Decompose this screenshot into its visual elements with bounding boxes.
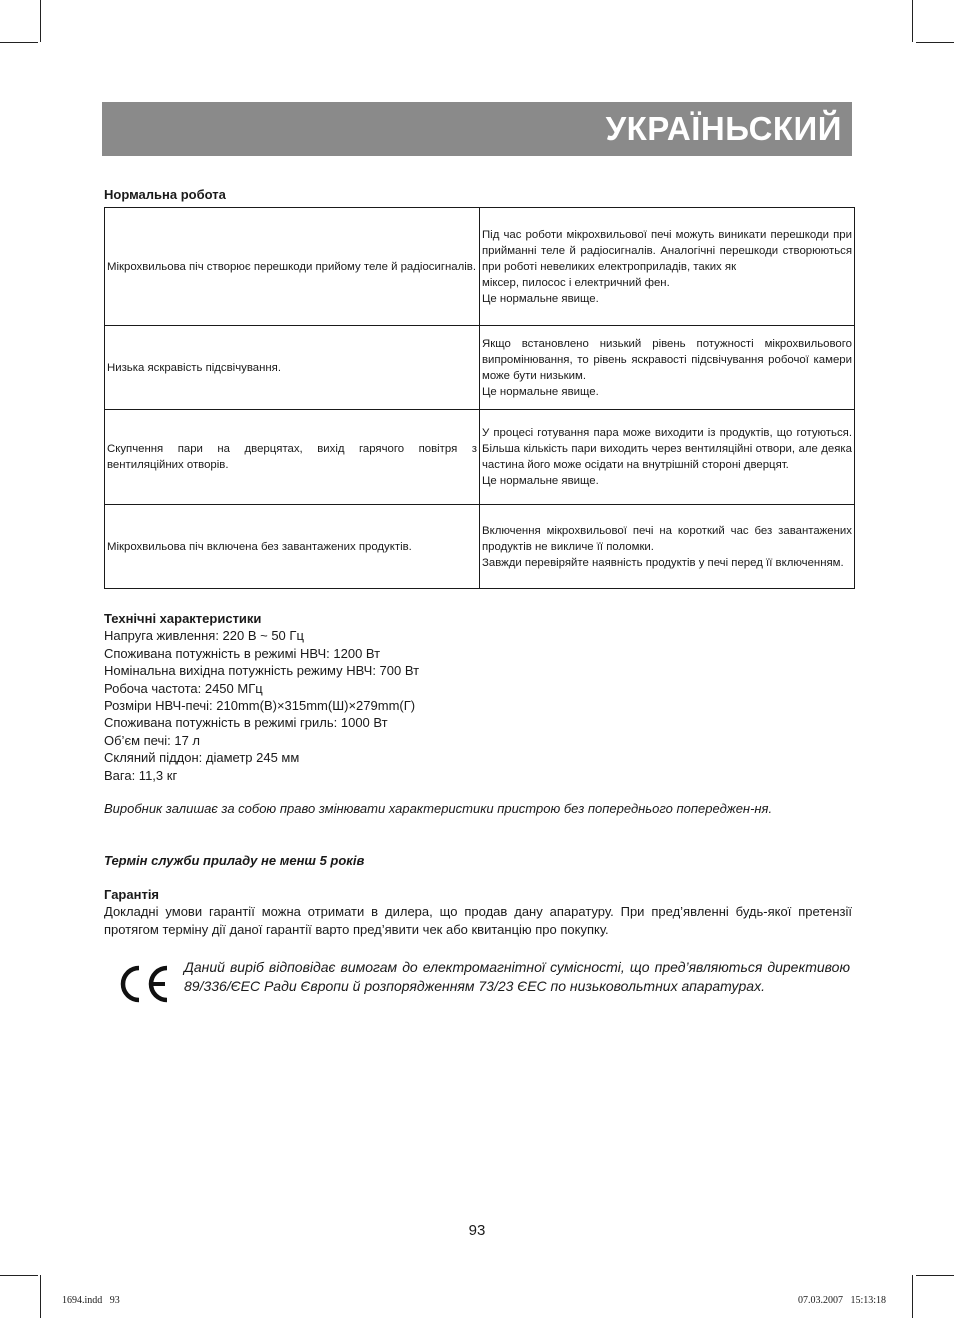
crop-mark xyxy=(40,0,41,42)
explanation-cell xyxy=(480,505,855,589)
spec-line: Вага: 11,3 кг xyxy=(104,767,178,783)
crop-mark xyxy=(916,1275,954,1276)
crop-mark xyxy=(40,1275,41,1318)
symptom-cell: Мікрохвильова піч створює перешкоди прийому теле й радіосигналів. xyxy=(105,208,480,326)
explanation-cell xyxy=(480,410,855,505)
spec-line: Споживана потужність в режимі НВЧ: 1200 Вт xyxy=(104,645,381,661)
service-life: Термін служби приладу не менш 5 років xyxy=(104,853,365,868)
crop-mark xyxy=(912,0,913,42)
symptom-cell: Скупчення пари на дверцятах, вихід гарячого повітря з вентиляційних отворів. xyxy=(105,410,480,505)
specs-heading: Технічні характеристики xyxy=(104,611,262,626)
warranty-section xyxy=(104,886,852,938)
language-title: УКРАЇНЬСКИЙ xyxy=(605,110,842,147)
table-row xyxy=(105,208,855,326)
slug-datetime: 07.03.2007 15:13:18 xyxy=(797,1295,886,1306)
spec-line: Робоча частота: 2450 МГц xyxy=(104,680,263,696)
table-row xyxy=(105,505,855,589)
spec-line: Номінальна вихідна потужність режиму НВЧ: 700 Вт xyxy=(104,663,420,679)
spec-line: Споживана потужність в режимі гриль: 1000 Вт xyxy=(104,715,388,731)
crop-mark xyxy=(916,42,954,43)
crop-mark xyxy=(0,1275,38,1276)
manufacturer-note: Виробник залишає за собою право змінювати характеристики пристрою без попереднього попереджен-ня. xyxy=(104,801,773,816)
explanation-text: Завжди перевіряйте наявність продуктів у печі перед її включенням. xyxy=(482,556,844,569)
normal-operation-table xyxy=(104,207,855,589)
table-row xyxy=(105,326,855,410)
language-header-bar xyxy=(102,102,852,156)
explanation-cell xyxy=(480,208,855,326)
spec-line: Розміри НВЧ-печі: 210mm(В)×315mm(Ш)×279mm(Г) xyxy=(104,698,416,714)
spec-line: Напруга живлення: 220 В ~ 50 Гц xyxy=(104,628,304,644)
technical-specs xyxy=(104,610,854,784)
explanation-text: Включення мікрохвильової печі на короткий час без завантажених продуктів не викличе її поломки. xyxy=(482,524,852,553)
table-row xyxy=(105,410,855,505)
symptom-cell: Низька яскравість підсвічування. xyxy=(105,326,480,410)
explanation-cell xyxy=(480,326,855,410)
explanation-text: Якщо встановлено низький рівень потужності мікрохвильового випромінювання, то рівень яскравості підсвічування робочої камери може бути низьким. xyxy=(482,337,852,382)
explanation-text: міксер, пилосос і електричний фен. xyxy=(482,276,670,289)
slug-file: 1694.indd 93 xyxy=(62,1295,120,1306)
warranty-heading: Гарантія xyxy=(104,887,160,902)
crop-mark xyxy=(912,1275,913,1318)
spec-line: Об’єм печі: 17 л xyxy=(104,732,201,748)
explanation-text: Це нормальне явище. xyxy=(482,292,599,305)
normal-operation-heading: Нормальна робота xyxy=(104,187,226,202)
explanation-text: Під час роботи мікрохвильової печі можуть виникати перешкоди при прийманні теле й радіосигналів. Аналогічні перешкоди створюються при роботі невеликих електроприладів, таких як xyxy=(482,228,852,273)
ce-mark-icon xyxy=(117,963,173,1005)
ce-conformity-text: Даний виріб відповідає вимогам до електромагнітної сумісності, що пред’являються директивою 89/336/ЄЕС Ради Європи й розпорядженням 73/23 ЄЕС по низьковольтних апаратурах. xyxy=(184,959,850,994)
explanation-text: Це нормальне явище. xyxy=(482,385,599,398)
explanation-text: У процесі готування пара може виходити із продуктів, що готуються. Більша кількість пари виходить через вентиляційні отвори, але деяка частина його може осідати на внутрішній стороні дверцят. xyxy=(482,427,852,471)
explanation-text: Це нормальне явище. xyxy=(482,475,599,487)
spec-line: Скляний піддон: діаметр 245 мм xyxy=(104,750,300,766)
symptom-cell: Мікрохвильова піч включена без завантажених продуктів. xyxy=(105,505,480,589)
warranty-text: Докладні умови гарантії можна отримати в дилера, що продав дану апаратуру. При пред’явленні будь-якої претензії протягом терміну дії даної гарантії варто пред’явити чек або квитанцію про покупку. xyxy=(104,904,852,937)
crop-mark xyxy=(0,42,38,43)
page-number: 93 xyxy=(468,1222,486,1239)
